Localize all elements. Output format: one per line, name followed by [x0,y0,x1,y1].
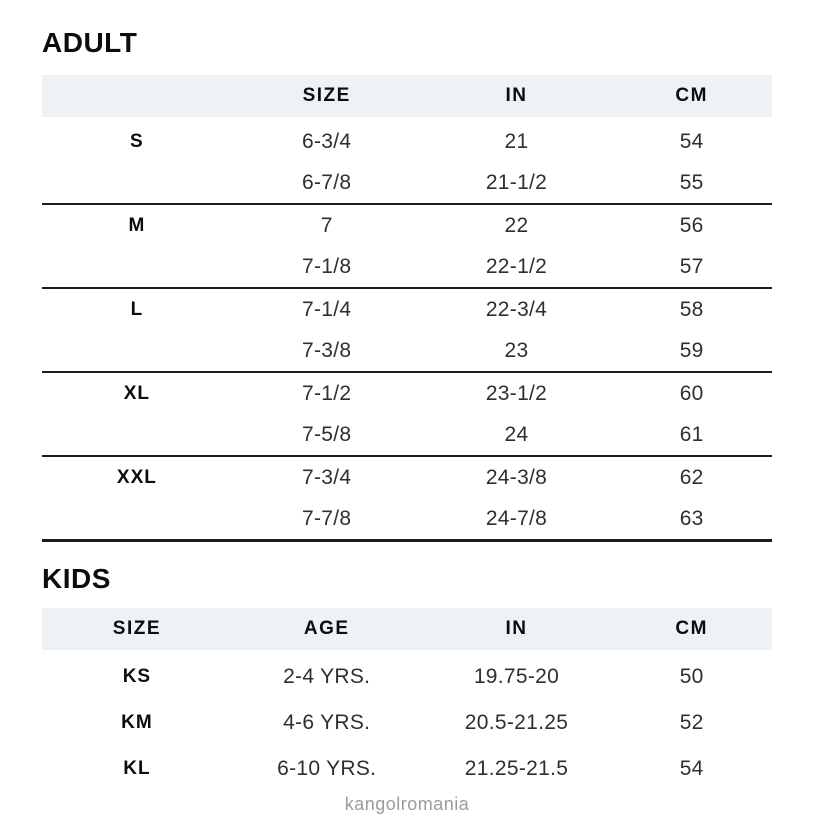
cm-value: 61 [679,422,704,446]
table-row [42,373,772,414]
size-value: 7-5/8 [302,422,352,446]
table-row [42,246,772,287]
column-header-in: IN [505,85,528,106]
size-label: M [128,214,146,236]
column-header-age: AGE [303,618,350,639]
kids-table-body [42,654,772,792]
column-header-cm: CM [675,618,708,639]
table-row [42,498,772,539]
cm-value: 55 [679,170,704,194]
size-value: 6-3/4 [302,129,352,153]
cm-value: 58 [679,297,704,321]
in-value: 23 [504,338,529,362]
kids-table-header [42,608,772,650]
adult-size-group-xl [42,373,772,457]
cm-value: 52 [679,711,704,734]
in-value: 19.75-20 [473,665,560,688]
size-label: KL [123,758,151,779]
table-row [42,162,772,203]
size-value: 6-7/8 [302,170,352,194]
cm-value: 54 [679,757,704,780]
in-value: 24-3/8 [485,465,548,489]
age-value: 6-10 YRS. [277,757,377,780]
table-row [42,746,772,792]
cm-value: 54 [679,129,704,153]
size-label: XXL [116,466,157,488]
in-value: 22 [504,213,529,237]
table-row [42,457,772,498]
in-value: 24-7/8 [485,506,548,530]
age-value: 2-4 YRS. [283,665,371,688]
kids-size-table [42,608,772,792]
size-label: KM [121,712,153,733]
adult-size-group-m [42,205,772,289]
cm-value: 62 [679,465,704,489]
column-header-size: SIZE [112,618,162,639]
table-row [42,654,772,700]
size-value: 7-1/4 [302,297,352,321]
kids-section-title: KIDS [42,563,111,594]
column-header-size: SIZE [302,85,351,106]
in-value: 23-1/2 [485,381,548,405]
table-row [42,289,772,330]
size-label: XL [123,382,151,404]
table-row [42,414,772,455]
cm-value: 56 [679,213,704,237]
size-label: S [130,130,144,152]
size-value: 7-3/4 [302,465,352,489]
cm-value: 59 [679,338,704,362]
cm-value: 50 [679,665,704,688]
cm-value: 57 [679,254,704,278]
adult-size-group-l [42,289,772,373]
table-row [42,330,772,371]
cm-value: 60 [679,381,704,405]
adult-table-header [42,75,772,117]
size-value: 7 [320,213,333,237]
size-value: 7-1/8 [302,254,352,278]
size-value: 7-7/8 [302,506,352,530]
in-value: 21-1/2 [485,170,548,194]
table-row [42,121,772,162]
in-value: 24 [504,422,529,446]
in-value: 20.5-21.25 [464,711,569,734]
in-value: 22-3/4 [485,297,548,321]
size-value: 7-1/2 [302,381,352,405]
in-value: 21.25-21.5 [464,757,569,780]
size-chart-page [0,26,814,814]
size-label: L [130,298,144,320]
in-value: 21 [504,129,529,153]
column-header-in: IN [505,618,528,639]
brand-watermark: kangolromania [344,794,470,814]
adult-size-table [42,75,772,542]
table-row [42,205,772,246]
size-value: 7-3/8 [302,338,352,362]
adult-table-body [42,121,772,542]
size-label: KS [122,666,152,687]
table-row [42,700,772,746]
adult-section-title: ADULT [42,27,138,58]
adult-size-group-s [42,121,772,205]
cm-value: 63 [679,506,704,530]
in-value: 22-1/2 [485,254,548,278]
column-header-cm: CM [675,85,708,106]
age-value: 4-6 YRS. [283,711,371,734]
adult-size-group-xxl [42,457,772,542]
